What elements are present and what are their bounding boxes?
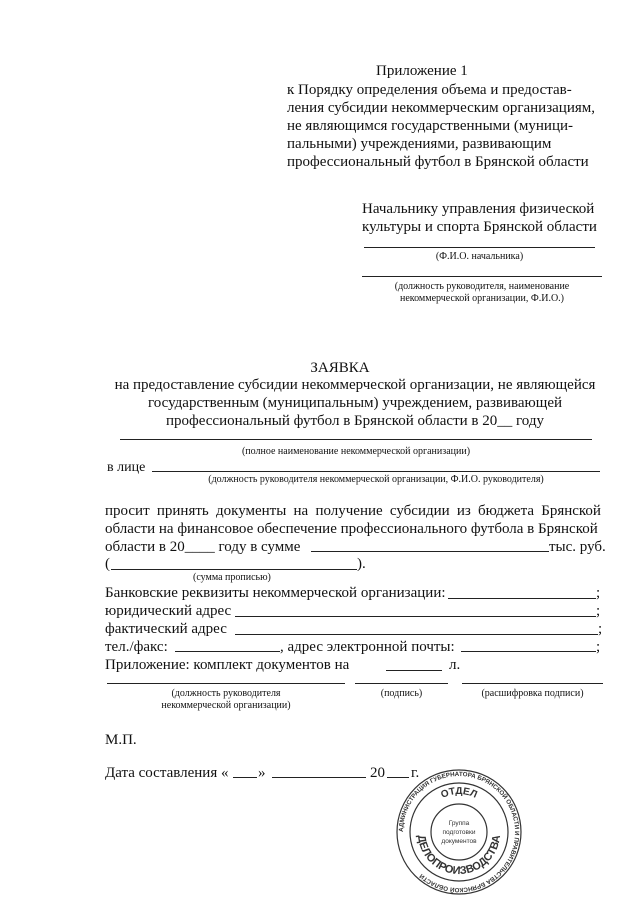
from-caption-line: некоммерческой организации, Ф.И.О.)	[399, 293, 564, 304]
stamp-place-label: М.П.	[105, 732, 137, 748]
date-month-line[interactable]	[272, 777, 366, 778]
body-line-3-prefix: области в 20____ году в сумме	[105, 539, 301, 555]
request-title: ЗАЯВКА	[310, 360, 370, 376]
addressee	[362, 200, 622, 236]
position-caption-line: некоммерческой организации)	[161, 700, 291, 711]
org-name-caption: (полное наименование некоммерческой организации)	[241, 446, 471, 457]
from-caption-line: (должность руководителя, наименование	[394, 281, 570, 292]
subtitle-line: на предоставление субсидии некоммерческой организации, не являющейся	[114, 377, 596, 393]
body-line-1	[105, 502, 601, 520]
sum-words-open: (	[105, 556, 110, 572]
round-stamp	[394, 767, 524, 897]
in-person-label: в лице	[107, 460, 146, 475]
appendix-line: к Порядку определения объема и предостав-	[287, 82, 572, 98]
email-semicolon: ;	[596, 639, 601, 655]
from-line[interactable]	[362, 276, 602, 277]
org-name-line[interactable]	[120, 439, 592, 440]
appendix-line: профессиональный футбол в Брянской области	[287, 154, 589, 170]
stamp-ring-text: АДМИНИСТРАЦИЯ ГУБЕРНАТОРА БРЯНСКОЙ ОБЛАСТИ И ПРАВИТЕЛЬСТВА БРЯНСКОЙ ОБЛАСТИ	[397, 770, 521, 894]
signature-caption: (подпись)	[380, 688, 423, 699]
legal-address-label: юридический адрес	[105, 603, 232, 619]
body-line-2: области на финансовое обеспечение профессионального футбола в Брянской	[105, 521, 598, 537]
date-label: Дата составления «	[105, 765, 229, 781]
actual-address-semicolon: ;	[598, 621, 603, 637]
appendix-line: ления субсидии некоммерческим организациям,	[287, 100, 595, 116]
appendix-title: Приложение 1	[376, 63, 468, 79]
date-day-line[interactable]	[233, 777, 257, 778]
date-quote-close: »	[258, 765, 266, 781]
stamp-inner-top: ОТДЕЛ	[439, 785, 479, 801]
subtitle-line: государственным (муниципальным) учреждением, развивающей	[147, 395, 563, 411]
appendix-text	[287, 81, 617, 171]
bank-line[interactable]	[448, 598, 596, 599]
stamp-center-line: подготовки	[442, 829, 476, 836]
head-name-line[interactable]	[152, 471, 600, 472]
body-word: Брянской	[541, 503, 601, 519]
legal-address-line[interactable]	[235, 616, 596, 617]
round-stamp-graphic	[394, 767, 524, 897]
date-year-label: 20	[370, 765, 385, 781]
body-word: просит	[105, 503, 150, 519]
email-label: , адрес электронной почты:	[280, 639, 455, 655]
stamp-center-line: Группа	[448, 820, 470, 827]
phone-line[interactable]	[175, 651, 280, 652]
attachment-unit: л.	[449, 657, 461, 673]
body-word: получение	[315, 503, 383, 519]
body-word: документы	[215, 503, 287, 519]
head-caption: (должность руководителя некоммерческой организации, Ф.И.О. руководителя)	[208, 474, 544, 485]
position-caption	[107, 688, 345, 712]
position-line[interactable]	[107, 683, 345, 684]
addressee-line: культуры и спорта Брянской области	[362, 219, 597, 235]
subtitle-line: профессиональный футбол в Брянской области в 20__ году	[165, 413, 544, 429]
bank-semicolon: ;	[596, 585, 601, 601]
signature-line[interactable]	[355, 683, 448, 684]
body-word: на	[293, 503, 309, 519]
body-word: принять	[156, 503, 209, 519]
actual-address-line[interactable]	[235, 634, 598, 635]
body-word: субсидии	[389, 503, 450, 519]
appendix-line: пальными) учреждениями, развивающим	[287, 136, 552, 152]
addressee-line: Начальнику управления физической	[362, 201, 595, 217]
bank-label: Банковские реквизиты некоммерческой организации:	[105, 585, 446, 601]
stamp-center-line: документов	[441, 838, 477, 845]
sum-caption: (сумма прописью)	[193, 572, 271, 583]
request-subtitle	[0, 376, 640, 430]
phone-label: тел./факс:	[105, 639, 168, 655]
stamp-inner-bottom: ДЕЛОПРОИЗВОДСТВА	[414, 834, 504, 878]
appendix-line: не являющимся государственными (муници-	[287, 118, 574, 134]
sum-words-line[interactable]	[111, 569, 357, 570]
decoding-caption: (расшифровка подписи)	[481, 688, 584, 699]
email-line[interactable]	[461, 651, 596, 652]
attachment-pages-line[interactable]	[386, 670, 442, 671]
svg-text:ОТДЕЛ	[439, 786, 478, 801]
decoding-line[interactable]	[462, 683, 603, 684]
from-caption	[362, 281, 602, 305]
actual-address-label: фактический адрес	[105, 621, 227, 637]
fio-line[interactable]	[364, 247, 595, 248]
sum-words-close: ).	[357, 556, 366, 572]
body-word: бюджета	[478, 503, 534, 519]
fio-caption: (Ф.И.О. начальника)	[435, 251, 524, 262]
body-word: из	[456, 503, 471, 519]
attachment-label: Приложение: комплект документов на	[105, 657, 350, 673]
legal-address-semicolon: ;	[596, 603, 601, 619]
position-caption-line: (должность руководителя	[171, 688, 281, 699]
body-line-3-suffix: тыс. руб.	[549, 539, 606, 555]
sum-line[interactable]	[311, 551, 549, 552]
date-year-suffix: г.	[411, 765, 420, 781]
